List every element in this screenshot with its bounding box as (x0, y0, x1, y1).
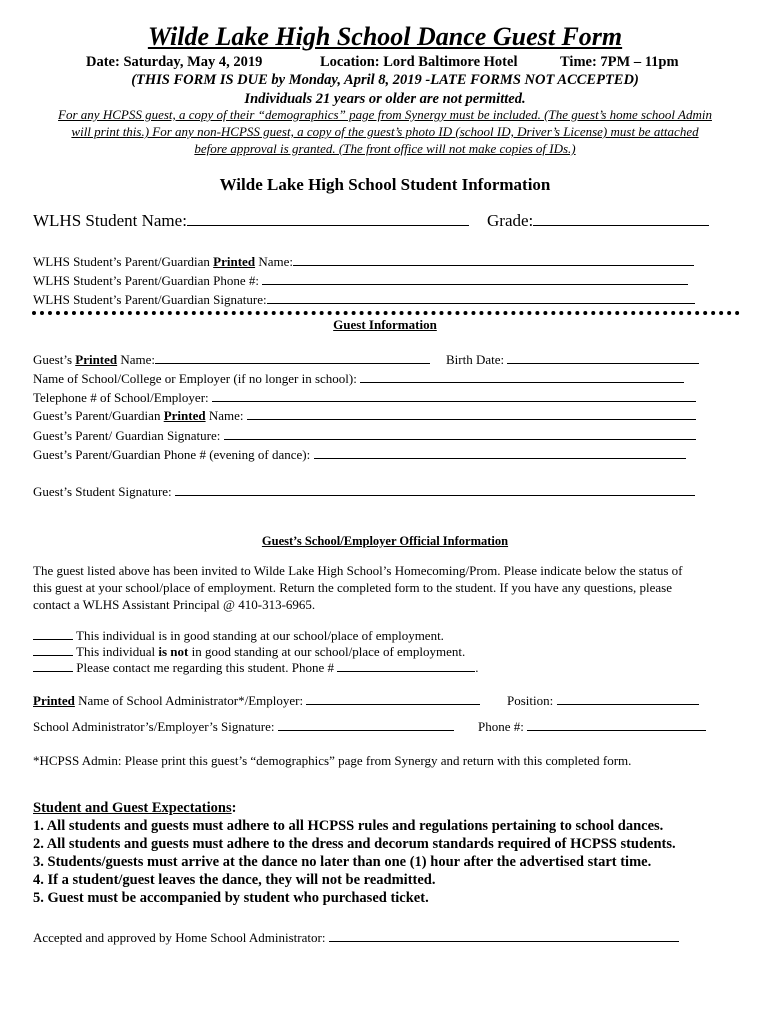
student-parent-phone-label: WLHS Student’s Parent/Guardian Phone #: (33, 273, 260, 288)
contact-phone-line[interactable] (337, 657, 475, 672)
guest-parent-name-line[interactable] (247, 405, 696, 420)
official-paragraph-line-2: this guest at your school/place of employment. Return the completed form to the student. If you have any questions, please (33, 580, 673, 595)
position-label: Position: (507, 693, 554, 708)
admin-name-label: Name of School Administrator*/Employer: (74, 693, 304, 708)
event-location: Location: Lord Baltimore Hotel (320, 54, 518, 70)
birth-date-field[interactable] (446, 349, 699, 368)
grade-label: Grade: (487, 211, 534, 230)
guest-parent-name-field[interactable] (33, 405, 696, 424)
guest-name-field[interactable] (33, 349, 430, 368)
guest-school-phone-label: Telephone # of School/Employer: (33, 390, 209, 405)
guest-school-label: Name of School/College or Employer (if no longer in school): (33, 371, 357, 386)
guest-parent-phone-field[interactable] (33, 444, 686, 463)
printed-emphasis: Printed (213, 254, 256, 269)
instructions-line-1: For any HCPSS guest, a copy of their “demographics” page from Synergy must be included. (The guest’s home school Admin (58, 107, 712, 122)
guest-school-field[interactable] (33, 368, 684, 387)
student-parent-signature-field[interactable] (33, 289, 695, 308)
student-parent-name-field[interactable] (33, 251, 694, 270)
guest-name-line[interactable] (155, 349, 430, 364)
option-contact-me[interactable]: Please contact me regarding this student. Phone # . (33, 657, 479, 676)
guest-parent-name-label-end: Name: (205, 408, 244, 423)
grade-field[interactable] (487, 211, 709, 231)
guest-student-signature-field[interactable] (33, 481, 695, 500)
guest-school-line[interactable] (360, 368, 684, 383)
guest-parent-phone-line[interactable] (314, 444, 686, 459)
printed-emphasis: Printed (163, 408, 206, 423)
instructions-line-3: before approval is granted. (The front office will not make copies of IDs.) (194, 141, 576, 156)
form-title: Wilde Lake High School Dance Guest Form (147, 22, 623, 51)
option-not-good-standing-label: This individual (76, 644, 159, 659)
is-not-emphasis: is not (158, 644, 189, 659)
admin-signature-line[interactable] (278, 716, 454, 731)
student-parent-phone-line[interactable] (262, 270, 688, 285)
admin-signature-field[interactable] (33, 716, 454, 735)
option-contact-me-blank[interactable] (33, 657, 73, 672)
guest-name-label: Guest’s (33, 352, 76, 367)
student-parent-name-label: WLHS Student’s Parent/Guardian (33, 254, 214, 269)
admin-name-field[interactable] (33, 690, 480, 709)
age-notice: Individuals 21 years or older are not permitted. (244, 91, 526, 107)
option-good-standing-label: This individual is in good standing at our school/place of employment. (76, 628, 444, 643)
student-parent-phone-field[interactable] (33, 270, 688, 289)
approval-label: Accepted and approved by Home School Administrator: (33, 930, 326, 945)
official-paragraph-line-3: contact a WLHS Assistant Principal @ 410-313-6965. (33, 597, 316, 612)
approval-signature-line[interactable] (329, 927, 679, 942)
expectation-item: 2. All students and guests must adhere to the dress and decorum standards required of HCPSS students. (33, 836, 676, 852)
guest-parent-signature-field[interactable] (33, 425, 696, 444)
option-good-standing-blank[interactable] (33, 625, 73, 640)
official-section-heading: Guest’s School/Employer Official Information (261, 534, 509, 548)
student-parent-name-label-end: Name: (255, 254, 293, 269)
instructions-line-2: will print this.) For any non-HCPSS guest, a copy of the guest’s photo ID (school ID, Driver’s License) must be attached (71, 124, 699, 139)
admin-phone-label: Phone #: (478, 719, 524, 734)
guest-parent-phone-label: Guest’s Parent/Guardian Phone # (evening of dance): (33, 447, 311, 462)
guest-parent-signature-line[interactable] (224, 425, 696, 440)
guest-name-label-end: Name: (117, 352, 156, 367)
student-parent-signature-line[interactable] (267, 289, 695, 304)
official-paragraph-line-1: The guest listed above has been invited to Wilde Lake High School’s Homecoming/Prom. Please indicate below the status of (33, 563, 683, 578)
admin-phone-line[interactable] (527, 716, 706, 731)
birth-date-line[interactable] (507, 349, 699, 364)
due-notice: (THIS FORM IS DUE by Monday, April 8, 2019 -LATE FORMS NOT ACCEPTED) (131, 72, 639, 88)
student-name-label: WLHS Student Name: (33, 211, 187, 230)
position-line[interactable] (557, 690, 699, 705)
cut-line-divider (32, 311, 740, 315)
guest-parent-name-label: Guest’s Parent/Guardian (33, 408, 164, 423)
event-time: Time: 7PM – 11pm (560, 54, 679, 70)
option-not-good-standing-label-end: in good standing at our school/place of employment. (188, 644, 466, 659)
grade-line[interactable] (533, 211, 709, 226)
printed-emphasis: Printed (33, 693, 75, 708)
expectations-heading-wrap: Student and Guest Expectations: (33, 800, 237, 816)
expectation-item: 4. If a student/guest leaves the dance, they will not be readmitted. (33, 872, 436, 888)
student-section-heading: Wilde Lake High School Student Information (219, 175, 551, 194)
birth-date-label: Birth Date: (446, 352, 505, 367)
student-parent-name-line[interactable] (293, 251, 694, 266)
event-date: Date: Saturday, May 4, 2019 (86, 54, 263, 70)
guest-school-phone-line[interactable] (212, 387, 696, 402)
student-name-line[interactable] (187, 211, 469, 226)
approval-field[interactable] (33, 927, 679, 946)
printed-emphasis: Printed (75, 352, 118, 367)
hcpss-footnote: *HCPSS Admin: Please print this guest’s “demographics” page from Synergy and return with this completed form. (33, 753, 632, 768)
admin-phone-field[interactable] (478, 716, 706, 735)
expectations-heading: Student and Guest Expectations (33, 800, 232, 816)
expectation-item: 3. Students/guests must arrive at the dance no later than one (1) hour after the advertised start time. (33, 854, 652, 870)
guest-section-heading: Guest Information (333, 317, 437, 332)
guest-student-signature-line[interactable] (175, 481, 695, 496)
guest-parent-signature-label: Guest’s Parent/ Guardian Signature: (33, 428, 221, 443)
student-name-field[interactable] (33, 211, 469, 231)
option-not-good-standing-blank[interactable] (33, 641, 73, 656)
option-contact-me-label: Please contact me regarding this student. Phone # (76, 660, 335, 675)
position-field[interactable] (507, 690, 699, 709)
expectation-item: 1. All students and guests must adhere to all HCPSS rules and regulations pertaining to school dances. (33, 818, 664, 834)
admin-name-line[interactable] (306, 690, 480, 705)
student-parent-signature-label: WLHS Student’s Parent/Guardian Signature: (33, 292, 267, 307)
admin-signature-label: School Administrator’s/Employer’s Signature: (33, 719, 275, 734)
guest-student-signature-label: Guest’s Student Signature: (33, 484, 172, 499)
expectation-item: 5. Guest must be accompanied by student who purchased ticket. (33, 890, 429, 906)
guest-school-phone-field[interactable] (33, 387, 696, 406)
